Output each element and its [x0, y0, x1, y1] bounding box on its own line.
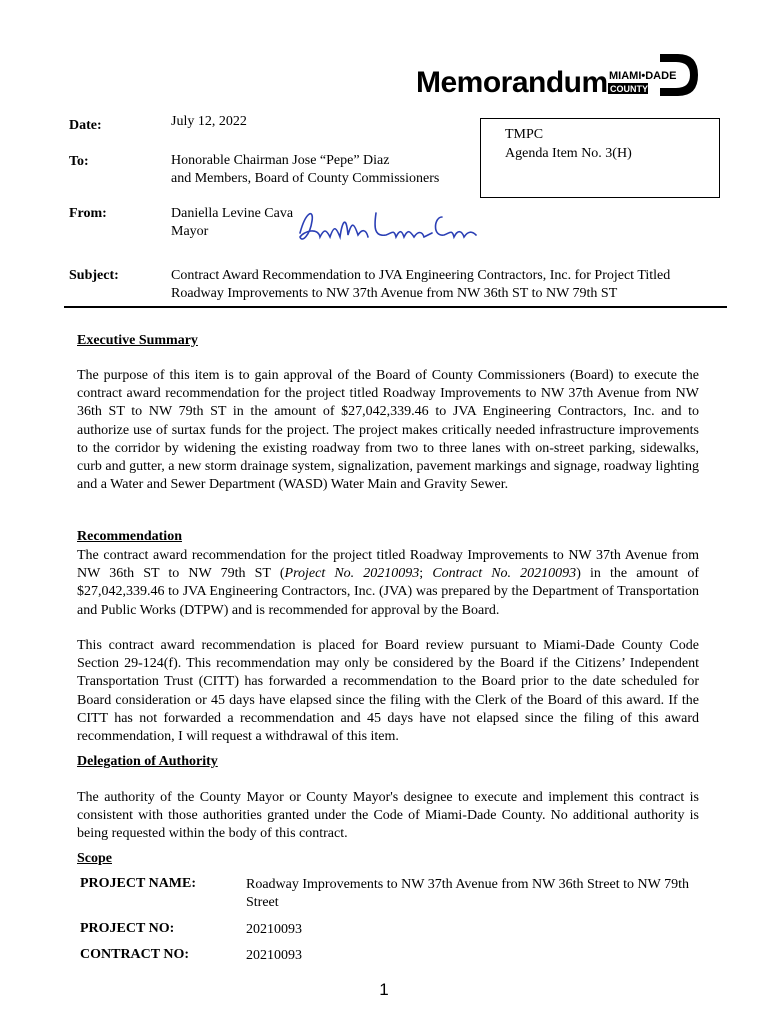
project-no-value: 20210093 [246, 922, 302, 937]
recommendation-paragraph-2: This contract award recommendation is placed for Board review pursuant to Miami-Dade County Code Section 29-124(f). This recommendation may only be considered by the Board if the Citizens’ Independent Transportation Trust (CITT) has forwarded a recommendation to the Board prior to the date scheduled for Board consideration or 45 days have elapsed since the filing with the Clerk of the Board of this award. If the CITT has not forwarded a recommendation and 45 days have not elapsed since the filing of this award recommendation, I will request a withdrawal of this item. [77, 638, 699, 745]
agenda-box-line-1: TMPC [505, 127, 544, 142]
contract-number-ref: Contract No. 20210093 [432, 566, 577, 582]
project-number-ref: Project No. 20210093 [284, 566, 420, 582]
recommendation-text-a: The contract award recommendation for the project titled Roadway Improvements to NW 37th Avenue from NW 36th ST to NW 79th ST ( [77, 548, 699, 582]
recommendation-heading: Recommendation [77, 529, 182, 544]
to-line-2: and Members, Board of County Commissioners [171, 171, 440, 186]
delegation-heading: Delegation of Authority [77, 754, 218, 769]
header-divider [64, 306, 727, 308]
contract-no-label: CONTRACT NO: [80, 947, 190, 962]
memo-title: Memorandum [416, 66, 608, 99]
executive-summary-text: The purpose of this item is to gain approval of the Board of County Commissioners (Board) to execute the contract award recommendation for the project titled Roadway Improvements to NW 37th Avenue from NW 36th ST to NW 79th ST in the amount of $27,042,339.46 to JVA Engineering Contractors, Inc. and to authorize use of surtax funds for the project. The project makes critically needed infrastructure improvements to the corridor by widening the existing roadway from two to three lanes with on-street parking, sidewalks, curb and gutter, a new storm drainage system, signalization, pavement markings and signage, roadway lighting and a Water and Sewer Department (WASD) Water Main and Gravity Sewer. [77, 368, 699, 493]
recommendation-separator: ; [419, 566, 433, 582]
subject-value [171, 267, 670, 303]
project-no-label: PROJECT NO: [80, 921, 175, 936]
from-line-1: Daniella Levine Cava [171, 206, 294, 221]
to-value [171, 152, 439, 188]
logo-bottom-text: COUNTY [610, 84, 648, 94]
miami-dade-logo [608, 52, 700, 98]
contract-no-value: 20210093 [246, 948, 302, 963]
agenda-box [480, 118, 720, 198]
to-line-1: Honorable Chairman Jose “Pepe” Diaz [171, 153, 390, 168]
recommendation-paragraph-1 [77, 547, 699, 620]
date-label: Date: [69, 118, 102, 133]
subject-line-1: Contract Award Recommendation to JVA Engineering Contractors, Inc. for Project Titled [171, 268, 671, 283]
mayor-signature [296, 203, 486, 249]
from-value [171, 205, 293, 241]
executive-summary-heading: Executive Summary [77, 333, 198, 348]
from-line-2: Mayor [171, 224, 209, 239]
logo-top-text: MIAMI•DADE [609, 70, 677, 82]
to-label: To: [69, 154, 89, 169]
page-number: 1 [379, 980, 389, 999]
subject-label: Subject: [69, 268, 119, 283]
from-label: From: [69, 206, 107, 221]
subject-line-2: Roadway Improvements to NW 37th Avenue from NW 36th ST to NW 79th ST [171, 286, 618, 301]
date-value: July 12, 2022 [171, 114, 247, 129]
delegation-text: The authority of the County Mayor or County Mayor's designee to execute and implement this contract is consistent with those authorities granted under the Code of Miami-Dade County. No additional authority is being requested within the body of this contract. [77, 790, 699, 842]
project-name-label: PROJECT NAME: [80, 876, 197, 891]
scope-heading: Scope [77, 851, 112, 866]
agenda-box-line-2: Agenda Item No. 3(H) [505, 146, 632, 161]
project-name-value: Roadway Improvements to NW 37th Avenue from NW 36th Street to NW 79th Street [246, 877, 690, 910]
recommendation-text-b: ) in the amount of $27,042,339.46 to JVA Engineering Contractors, Inc. (JVA) was prepared by the Department of Transportation and Public Works (DTPW) and is recommended for approval by the Board. [77, 566, 699, 618]
